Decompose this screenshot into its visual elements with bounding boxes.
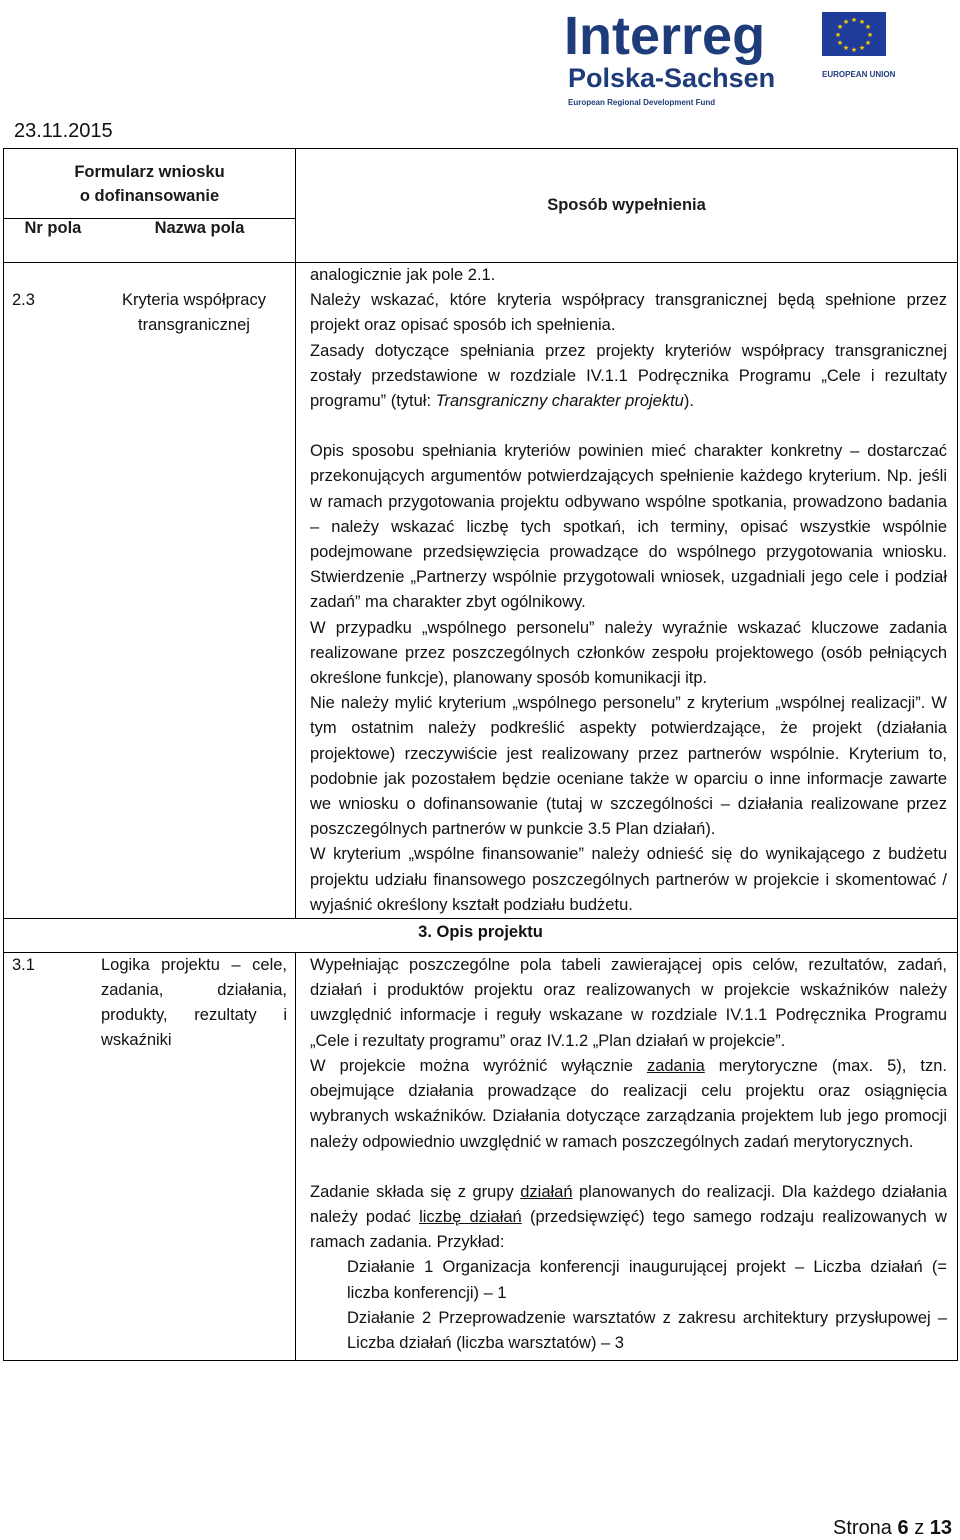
row-2-3-left <box>4 288 296 918</box>
field-number-2-3: 2.3 <box>12 291 35 310</box>
eu-label: EUROPEAN UNION <box>822 70 896 79</box>
svg-text:★: ★ <box>850 16 858 24</box>
logic-paragraph-1: Wypełniając poszczególne pola tabeli zawierającej opis celów, rezultatów, zadań, działań i produktów projektu oraz realizowanych w projekcie wskaźników należy uwzględnić informacje i reguły wskazane w rozdziale IV.1.1 Podręcznika Programu „Cele i rezultaty programu” oraz IV.1.2 „Plan działań w projekcie”. <box>310 956 947 1050</box>
field-name-2-3: Kryteria współpracy transgranicznej <box>122 291 266 335</box>
total-page-count: 13 <box>929 1517 952 1539</box>
form-instructions-table <box>3 148 958 1361</box>
svg-text:★: ★ <box>858 18 866 26</box>
logo-fund-label: European Regional Development Fund <box>568 98 716 107</box>
eu-flag-icon <box>822 12 886 68</box>
svg-text:★: ★ <box>836 39 844 47</box>
row-prev-content <box>296 263 958 289</box>
criteria-paragraph-5: Nie należy mylić kryterium „wspólnego personelu” z kryterium „wspólnej realizacji”. W tym ostatnim należy podkreślić aspekty potwierdzające, że projekt (działania projektowe) rzeczywiście jest realizowany przez partnerów wspólnie. Kryterium to, podobnie jak pozostałem będzie oceniane także w oparciu o inne informacje zawarte we wniosku o dofinansowanie (tutaj w szczególności – działania realizowane przez poszczególnych partnerów w punkcie 3.5 Plan działań). <box>310 694 947 839</box>
svg-text:★: ★ <box>834 31 842 39</box>
header-nr-label: Nr pola <box>24 219 82 237</box>
section-3-title: 3. Opis projektu <box>418 923 543 942</box>
svg-text:★: ★ <box>850 46 858 54</box>
logo-word-interreg: Interreg <box>564 6 766 66</box>
example-action-2: Działanie 2 Przeprowadzenie warsztatów z zakresu architektury przysłupowej – Liczba działań (liczba warsztatów) – 3 <box>347 1308 947 1352</box>
svg-text:★: ★ <box>866 31 874 39</box>
svg-text:★: ★ <box>842 44 850 52</box>
svg-text:★: ★ <box>842 18 850 26</box>
row-2-3-content <box>296 288 958 918</box>
criteria-paragraph-6: W kryterium „wspólne finansowanie” należy odnieść się do wynikającego z budżetu projektu udziału finansowego poszczególnych partnerów w projekcie i skomentować / wyjaśnić określony kształt podziału budżetu. <box>310 845 947 914</box>
logo-word-polska-sachsen: Polska-Sachsen <box>568 63 776 93</box>
row-3-1-content <box>296 953 958 1361</box>
svg-text:★: ★ <box>836 23 844 31</box>
form-title-cell <box>4 149 296 219</box>
criteria-paragraph-4: W przypadku „wspólnego personelu” należy wyraźnie wskazać kluczowe zadania realizowane przez poszczególnych członków zespołu projektowego (osób pełniących określone funkcje), planowany sposób komunikacji itp. <box>310 618 947 688</box>
criteria-paragraph-3: Opis sposobu spełniania kryteriów powinien mieć charakter konkretny – dostarczać przekonujących argumentów potwierdzających spełnienie każdego kryterium. Np. jeśli w ramach przygotowania projektu odbywano wspólne spotkania, prowadzono badania – należy wskazać liczbę tych spotkań, ich terminy, opisać wszystkie wspólnie podejmowane przedsięwzięcia prowadzące do wspólnego przygotowania wniosku. Stwierdzenie „Partnerzy wspólnie przygotowali wniosek, uzgadniali jego cele i podział zadań” ma charakter zbyt ogólnikowy. <box>310 442 947 612</box>
logic-paragraph-3: Zadanie składa się z grupy działań planowanych do realizacji. Dla każdego działania należy podać liczbę działań (przedsięwzięć) tego samego rodzaju realizowanych w ramach zadania. Przykład: <box>310 1182 947 1252</box>
document-date: 23.11.2015 <box>14 120 113 142</box>
column-header-way <box>296 149 958 263</box>
section-3-title-cell <box>4 919 958 953</box>
prev-field-note: analogicznie jak pole 2.1. <box>310 266 496 284</box>
interreg-logo <box>560 6 900 110</box>
criteria-paragraph-2: Zasady dotyczące spełniania przez projekty kryteriów współpracy transgranicznej zostały przedstawione w rozdziale IV.1.1 Podręcznika Programu „Cele i rezultaty programu” (tytuł: Transgraniczny charakter projektu). <box>310 341 947 411</box>
logic-paragraph-2: W projekcie można wyróżnić wyłącznie zadania merytoryczne (max. 5), tzn. obejmujące działania prowadzące do realizacji celu projektu oraz osiągnięcia wybranych wskaźników. Działania dotyczące zarządzania projektem lub jego promocji należy odpowiednio uwzględnić w ramach poszczególnych zadań merytorycznych. <box>310 1056 947 1151</box>
svg-text:★: ★ <box>864 39 872 47</box>
field-name-3-1: Logika projektu – cele, zadania, działania, produkty, rezultaty i wskaźniki <box>101 956 287 1050</box>
form-title-line2: o dofinansowanie <box>79 187 220 205</box>
header-name-label: Nazwa pola <box>154 219 245 237</box>
header-way-label: Sposób wypełnienia <box>547 196 706 214</box>
field-number-3-1: 3.1 <box>12 956 35 975</box>
column-header-fields <box>4 219 296 263</box>
current-page-number: 6 <box>897 1517 909 1539</box>
svg-text:★: ★ <box>864 23 872 31</box>
criteria-paragraph-1: Należy wskazać, które kryteria współpracy transgranicznej będą spełnione przez projekt oraz opisać sposób ich spełnienia. <box>310 291 947 335</box>
example-action-1: Działanie 1 Organizacja konferencji inaugurującej projekt – Liczba działań (= liczba konferencji) – 1 <box>347 1258 947 1302</box>
svg-text:★: ★ <box>858 44 866 52</box>
row-empty-left <box>4 263 296 289</box>
form-title-line1: Formularz wniosku <box>74 163 225 181</box>
page-footer: Strona 6 z 13 <box>833 1517 952 1539</box>
row-3-1-left <box>4 953 296 1361</box>
